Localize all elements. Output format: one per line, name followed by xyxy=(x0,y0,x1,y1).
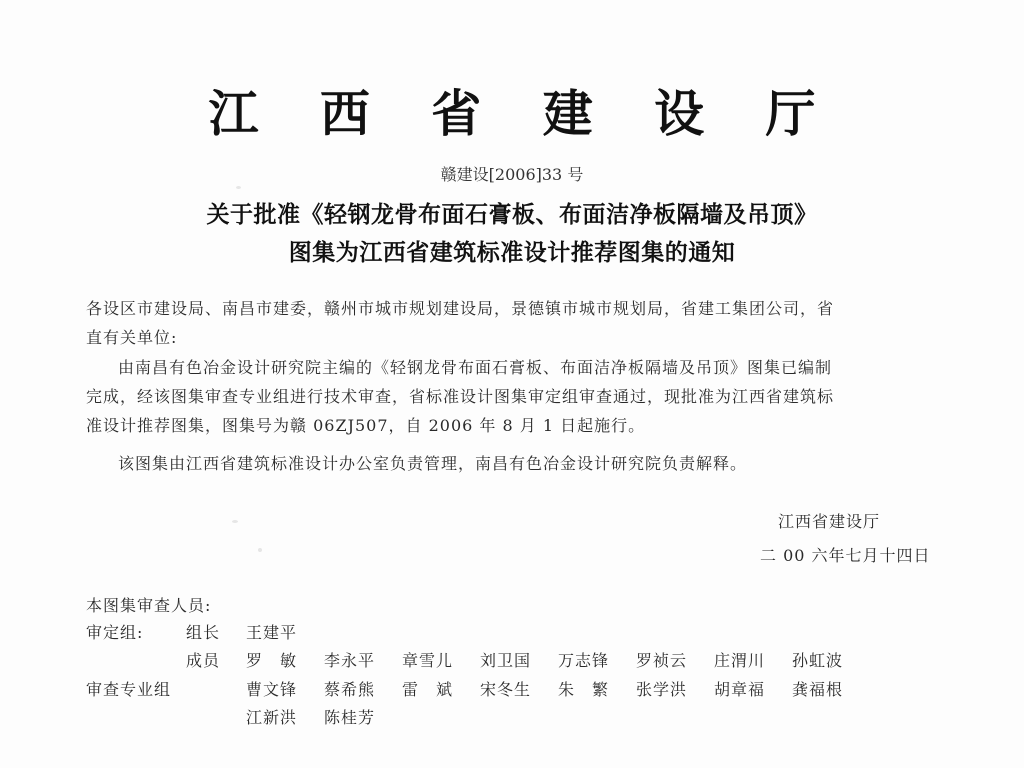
notice-subject-line-2: 图集为江西省建筑标准设计推荐图集的通知 xyxy=(288,240,736,266)
leader-name: 王建平 xyxy=(246,623,298,642)
approval-group-label: 审定组: xyxy=(86,623,144,642)
reviewer-name: 胡章福 xyxy=(714,680,766,699)
member-name: 万志锋 xyxy=(558,651,610,670)
scan-speck xyxy=(236,186,241,189)
notice-subject-line-1: 关于批准《轻钢龙骨布面石膏板、布面洁净板隔墙及吊顶》 xyxy=(206,202,818,228)
reviewers-heading: 本图集审查人员: xyxy=(86,596,212,615)
reviewer-name: 龚福根 xyxy=(792,680,844,699)
signature-issuer: 江西省建设厅 xyxy=(778,512,881,531)
member-name: 章雪儿 xyxy=(402,651,454,670)
reviewer-name: 曹文锋 xyxy=(246,680,298,699)
scan-speck xyxy=(258,548,262,552)
member-name: 刘卫国 xyxy=(480,651,532,670)
reviewer-name: 朱 繁 xyxy=(558,680,610,699)
reviewer-name: 宋冬生 xyxy=(480,680,532,699)
scan-speck xyxy=(232,520,238,523)
body-paragraph-1-end: 准设计推荐图集，图集号为赣 06ZJ507，自 2006 年 8 月 1 日起施行。 xyxy=(86,416,646,435)
reviewer-name: 江新洪 xyxy=(246,708,298,727)
member-name: 庄渭川 xyxy=(714,651,766,670)
body-paragraph-2: 该图集由江西省建筑标准设计办公室负责管理，南昌有色冶金设计研究院负责解释。 xyxy=(118,454,748,473)
member-name: 李永平 xyxy=(324,651,376,670)
leader-label: 组长 xyxy=(186,623,221,642)
document-number: 赣建设[2006]33 号 xyxy=(440,165,584,184)
body-addressees-cont: 直有关单位: xyxy=(86,328,178,347)
member-name: 罗祯云 xyxy=(636,651,688,670)
review-group-row-2 xyxy=(246,705,402,728)
member-name: 孙虹波 xyxy=(792,651,844,670)
members-label: 成员 xyxy=(186,651,221,670)
review-group-row-1 xyxy=(246,677,870,700)
reviewer-name: 张学洪 xyxy=(636,680,688,699)
signature-date: 二 00 六年七月十四日 xyxy=(760,546,931,565)
body-paragraph-1-cont: 完成，经该图集审查专业组进行技术审查，省标准设计图集审定组审查通过，现批准为江西省建筑标 xyxy=(86,387,835,406)
reviewer-name: 蔡希熊 xyxy=(324,680,376,699)
reviewer-name: 雷 斌 xyxy=(402,680,454,699)
review-group-label: 审查专业组 xyxy=(86,680,172,699)
body-addressees: 各设区市建设局、南昌市建委，赣州市城市规划建设局，景德镇市城市规划局，省建工集团公司，省 xyxy=(86,299,835,318)
reviewer-name: 陈桂芳 xyxy=(324,708,376,727)
issuer-title: 江 西 省 建 设 厅 xyxy=(208,85,838,143)
member-name: 罗 敏 xyxy=(246,651,298,670)
members-row xyxy=(246,648,870,671)
body-paragraph-1: 由南昌有色冶金设计研究院主编的《轻钢龙骨布面石膏板、布面洁净板隔墙及吊顶》图集已编制 xyxy=(118,358,833,377)
